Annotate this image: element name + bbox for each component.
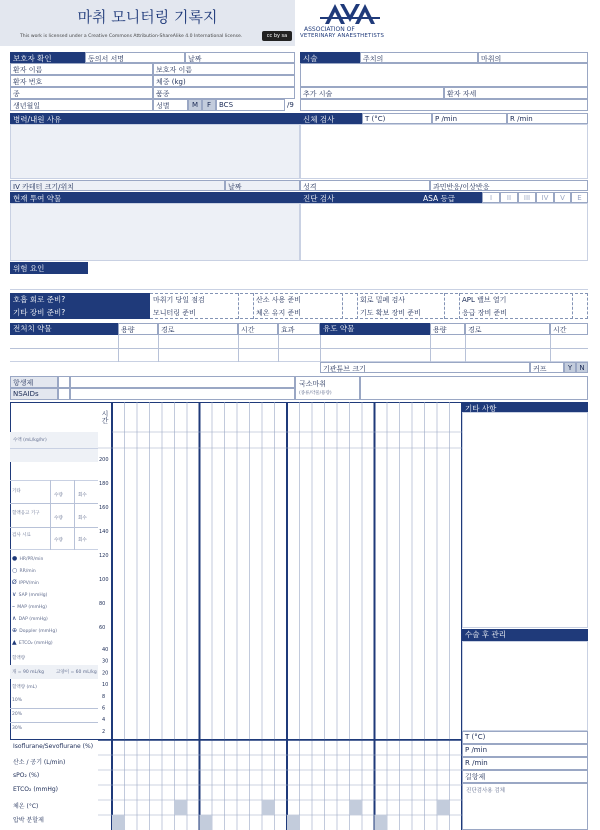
- current-meds-header: 현재 투여 약물: [10, 192, 300, 203]
- scale-tick-label: 200: [99, 457, 109, 463]
- weight-field[interactable]: 체중 (kg): [153, 75, 295, 87]
- bcs-scale: /9: [287, 101, 294, 109]
- dog-blood: 개 = 90 mL/kg: [12, 670, 45, 675]
- scale-tick-label: 4: [102, 717, 106, 724]
- checklist-breathing: 호흡 회로 준비?: [10, 293, 150, 306]
- notes-header: 기타 사항: [462, 402, 588, 412]
- bcs-field[interactable]: BCS: [216, 99, 285, 111]
- side-ret-3: 회수: [78, 538, 87, 543]
- cuff-label: 커프: [530, 362, 564, 373]
- scale-tick-label: 60: [99, 625, 106, 631]
- blood-vol-label: 혈액량 (mL): [12, 685, 37, 690]
- guardian-check-header: 보호자 확인: [10, 52, 85, 63]
- temperament-field[interactable]: 성격: [300, 180, 430, 191]
- cat-blood: 고양이 = 60 mL/kg: [56, 670, 97, 675]
- premed-time-header: 시간: [238, 323, 278, 335]
- checkbox-col-2[interactable]: [342, 293, 358, 319]
- exam-textarea[interactable]: [300, 124, 588, 179]
- param-etco2: ETCO₂ (mmHg): [13, 786, 59, 793]
- post-resp[interactable]: R /min: [462, 757, 588, 770]
- shaded-cell: [200, 815, 213, 830]
- asa-grade-row: [482, 192, 588, 203]
- postop-header: 수술 후 관리: [462, 629, 588, 641]
- side-table[interactable]: [10, 480, 98, 550]
- side-qty-2: 수량: [54, 516, 63, 521]
- param-iso: Isoflurane/Sevoflurane (%): [13, 743, 94, 750]
- check-airway[interactable]: 기도 확보 장비 준비: [360, 309, 421, 317]
- checkbox-col-1[interactable]: [238, 293, 254, 319]
- history-textarea[interactable]: [10, 124, 300, 179]
- side-coag: 혈액응고 기구: [12, 511, 40, 516]
- scale-tick-label: 8: [102, 693, 106, 700]
- check-machine[interactable]: 마취기 당일 점검: [153, 296, 205, 304]
- param-temp: 체온 (°C): [13, 803, 39, 810]
- checklist-equipment: 기타 장비 준비?: [10, 306, 150, 319]
- induction-time-header: 시간: [550, 323, 588, 335]
- procedure-field[interactable]: [300, 63, 588, 87]
- fluids-row-2[interactable]: [10, 448, 98, 462]
- side-other: 기타: [12, 489, 21, 494]
- fluids-row[interactable]: [10, 432, 98, 448]
- premed-header: 전처치 약물: [10, 323, 118, 335]
- allergy-field[interactable]: 과민반응/이상반응: [430, 180, 588, 191]
- iv-catheter-field[interactable]: IV 카테터 크기/위치: [10, 180, 225, 191]
- legend-sap: ∨ SAP (mmHg): [12, 591, 48, 598]
- risk-header: 위험 요인: [10, 262, 88, 274]
- exam-pulse-field[interactable]: P /min: [432, 113, 507, 124]
- nsaid-label: NSAIDs: [10, 388, 58, 400]
- legend-map: – MAP (mmHg): [12, 603, 47, 610]
- local-field[interactable]: [360, 376, 588, 400]
- shaded-cell: [287, 815, 300, 830]
- side-ret-2: 회수: [78, 516, 87, 521]
- license-text: This work is licensed under a Creative Commons Attribution-ShareAlike 4.0 International license.: [20, 34, 243, 39]
- current-meds-textarea[interactable]: [10, 203, 300, 261]
- cuff-no-box[interactable]: N: [576, 362, 588, 373]
- risk-field[interactable]: [10, 274, 588, 290]
- check-leak[interactable]: 회로 밀폐 검사: [360, 296, 406, 304]
- blood-calc-row: [10, 665, 98, 679]
- local-label: 국소마취: [299, 380, 327, 388]
- patient-number-field[interactable]: 환자 번호: [10, 75, 153, 87]
- scale-tick-label: 6: [102, 705, 106, 712]
- scale-tick-label: 20: [102, 670, 109, 677]
- ava-logo-icon: [315, 2, 385, 26]
- cuff-yes-box[interactable]: Y: [564, 362, 576, 373]
- guardian-name-field[interactable]: 보호자 이름: [153, 63, 295, 75]
- pct-20: 20%: [12, 712, 23, 717]
- chart-grid[interactable]: [98, 402, 462, 830]
- post-analgesic[interactable]: 길항제: [462, 770, 588, 783]
- additional-procedure-field[interactable]: 추가 시술: [300, 87, 444, 99]
- cc-license-icon: cc by sa: [262, 31, 292, 41]
- scale-tick-label: 30: [102, 658, 109, 665]
- page-title: 마취 모니터링 기록지: [77, 8, 218, 26]
- fluids-label: 수액 (mL/kg/hr): [13, 438, 47, 443]
- pct-30: 30%: [12, 726, 23, 731]
- scale-tick-label: 2: [102, 728, 106, 735]
- post-lab-label: 진단검사용 검체: [466, 788, 505, 794]
- shaded-cell: [350, 800, 363, 815]
- sex-label: 성별: [153, 99, 188, 111]
- asa-grade-e[interactable]: E: [571, 192, 588, 203]
- shaded-cell: [437, 800, 450, 815]
- induction-route-header: 경로: [465, 323, 550, 335]
- scale-tick-label: 140: [99, 529, 109, 535]
- scale-tick-label: 120: [99, 553, 109, 559]
- check-emergency[interactable]: 응급 장비 준비: [462, 309, 508, 317]
- side-qty-1: 수량: [54, 493, 63, 498]
- exam-resp-field[interactable]: R /min: [507, 113, 588, 124]
- antibiotic-field[interactable]: [70, 376, 295, 388]
- legend-rr: ○ RR/min: [12, 567, 36, 574]
- param-o2: 산소 / 공기 (L/min): [13, 759, 66, 766]
- sex-f-box[interactable]: F: [202, 99, 216, 111]
- nsaid-check[interactable]: [58, 388, 70, 400]
- side-ret-1: 회수: [78, 493, 87, 498]
- induction-dose-header: 용량: [430, 323, 465, 335]
- asa-grade-1[interactable]: I: [482, 192, 500, 203]
- sex-m-box[interactable]: M: [188, 99, 202, 111]
- asa-grade-2[interactable]: II: [500, 192, 518, 203]
- legend-doppler: ⊕ Doppler (mmHg): [12, 627, 58, 634]
- patient-name-field[interactable]: 환자 이름: [10, 63, 153, 75]
- consent-field[interactable]: 동의서 서명: [85, 52, 185, 63]
- vet-field[interactable]: 주치의: [360, 52, 478, 63]
- pct-10: 10%: [12, 698, 23, 703]
- asa-grade-5[interactable]: V: [554, 192, 571, 203]
- premed-effect-header: 효과: [278, 323, 320, 335]
- shaded-cell: [175, 800, 188, 815]
- scale-tick-label: 10: [102, 682, 109, 689]
- legend-hr: ● HR/PR/min: [12, 555, 44, 562]
- diagnosis-header: 진단 검사: [300, 192, 420, 203]
- local-block-label: [295, 376, 360, 400]
- procedure-header: 시술: [300, 52, 360, 63]
- position-field[interactable]: 환자 자세: [444, 87, 588, 99]
- param-pressure: 압박 분할제: [13, 817, 44, 824]
- ava-logo: [300, 0, 600, 46]
- local-sub: (종류/약물/용량): [299, 391, 332, 396]
- legend-ippv: Ø IPPV/min: [12, 579, 39, 586]
- chart-legend: [12, 554, 98, 650]
- asa-grade-3[interactable]: III: [518, 192, 536, 203]
- check-oxygen[interactable]: 산소 사용 준비: [256, 296, 302, 304]
- checkbox-col-3[interactable]: [444, 293, 460, 319]
- shaded-cell: [375, 815, 388, 830]
- exam-header: 신체 검사: [300, 113, 362, 124]
- scale-tick-label: 40: [102, 647, 109, 653]
- iv-date-field[interactable]: 날짜: [225, 180, 300, 191]
- ett-size-field[interactable]: 기관튜브 크기: [320, 362, 530, 373]
- check-thermal[interactable]: 체온 유지 준비: [256, 309, 302, 317]
- history-header: 병력/내원 사유: [10, 113, 300, 124]
- anesthetist-field[interactable]: 마취의: [478, 52, 588, 63]
- post-temp[interactable]: T (°C): [462, 731, 588, 744]
- scale-tick-label: 100: [99, 577, 109, 583]
- check-monitoring[interactable]: 모니터링 준비: [153, 309, 196, 317]
- scale-tick-label: 80: [99, 601, 106, 607]
- shaded-cell: [112, 815, 125, 830]
- diagnosis-textarea[interactable]: [300, 203, 588, 261]
- nsaid-field[interactable]: [70, 388, 295, 400]
- premed-route-header: 경로: [158, 323, 238, 335]
- shaded-cell: [262, 800, 275, 815]
- check-apl[interactable]: APL 밸브 열기: [462, 296, 507, 304]
- postop-area[interactable]: [462, 641, 588, 731]
- premed-dose-header: 용량: [118, 323, 158, 335]
- date-field[interactable]: 날짜: [185, 52, 295, 63]
- breed-field[interactable]: 품종: [153, 87, 295, 99]
- post-lab-area[interactable]: [462, 783, 588, 830]
- side-qty-3: 수량: [54, 538, 63, 543]
- scale-tick-label: 160: [99, 505, 109, 511]
- antibiotic-label: 항생제: [10, 376, 58, 388]
- blood-pct-table[interactable]: [10, 694, 98, 738]
- side-sample: 검사 시료: [12, 533, 31, 538]
- legend-dap: ∧ DAP (mmHg): [12, 615, 48, 622]
- notes-area[interactable]: [462, 412, 588, 628]
- logo-line2: VETERINARY ANAESTHETISTS: [300, 33, 385, 39]
- post-pulse[interactable]: P /min: [462, 744, 588, 757]
- asa-grade-4[interactable]: IV: [536, 192, 554, 203]
- induction-header: 유도 약물: [320, 323, 430, 335]
- dob-field[interactable]: 생년월일: [10, 99, 153, 111]
- legend-etco2: ▲ ETCO₂ (mmHg): [12, 639, 53, 646]
- logo-line1: ASSOCIATION OF: [304, 26, 355, 33]
- antibiotic-check[interactable]: [58, 376, 70, 388]
- scale-tick-label: 180: [99, 481, 109, 487]
- checkbox-col-4[interactable]: [572, 293, 588, 319]
- asa-header: ASA 등급: [420, 192, 482, 203]
- param-labels: [10, 740, 110, 830]
- species-field[interactable]: 종: [10, 87, 153, 99]
- param-spo2: sPO₂ (%): [13, 772, 40, 779]
- time-label: 시간: [101, 410, 109, 424]
- additional-blank[interactable]: [300, 99, 588, 111]
- blood-loss-label: 혈액량: [12, 656, 26, 661]
- exam-temp-field[interactable]: T (°C): [362, 113, 432, 124]
